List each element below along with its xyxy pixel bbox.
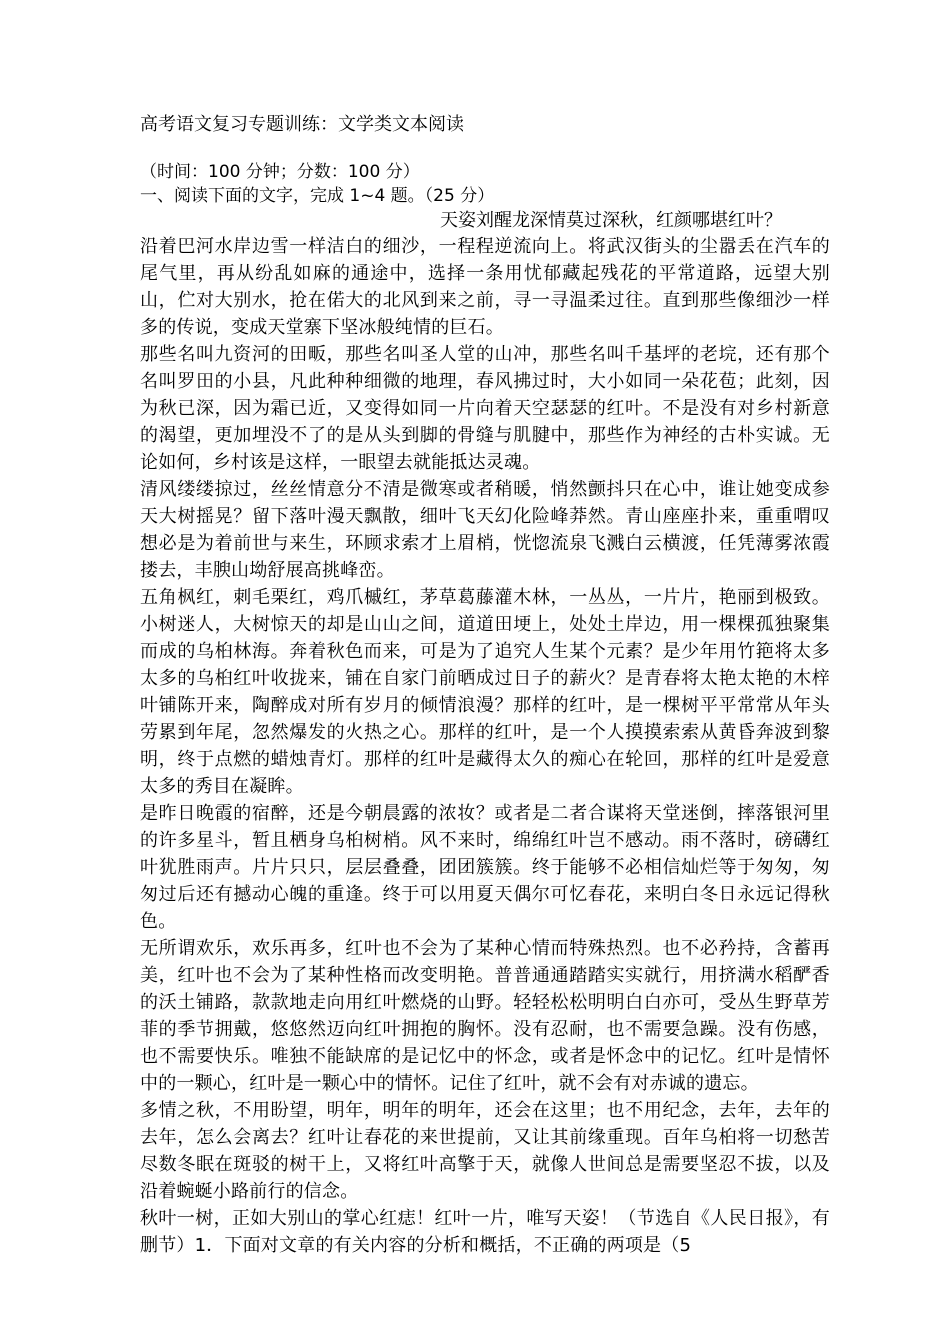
paragraph: 那些名叫九资河的田畈，那些名叫圣人堂的山冲，那些名叫千基坪的老垸，还有那个名叫罗田的小县，凡此种种细微的地理，春风拂过时，大小如同一朵花苞；此刻，因为秋已深，因为霜已近，又变得如同一片向着天空瑟瑟的红叶。不是没有对乡村新意的渴望，更加埋没不了的是从头到脚的骨缝与肌腱中，那些作为神经的古朴实诚。无论如何，乡村该是这样，一眼望去就能抵达灵魂。 <box>140 344 830 473</box>
paragraph: 五角枫红，刺毛栗红，鸡爪槭红，茅草葛藤灌木林，一丛丛，一片片，艳丽到极致。小树迷人，大树惊天的却是山山之间，道道田埂上，处处土岸边，用一棵棵孤独聚集而成的乌桕林海。奔着秋色而来，可是为了追究人生某个元素？是少年用竹筢将太多太多的乌桕红叶收拢来，铺在自家门前晒成过日子的薪火？是青春将太艳太艳的木梓叶铺陈开来，陶醉成对所有岁月的倾情浪漫？那样的红叶，是一棵树平平常常从年头劳累到年尾，忽然爆发的火热之心。那样的红叶，是一个人摸摸索索从黄昏奔波到黎明，终于点燃的蜡烛青灯。那样的红叶是藏得太久的痴心在轮回，那样的红叶是爱意太多的秀目在凝眸。 <box>140 587 830 797</box>
exam-meta: （时间：100 分钟；分数：100 分） <box>140 162 420 182</box>
section-heading: 一、阅读下面的文字，完成 1~4 题。（25 分） <box>140 186 495 206</box>
paragraph: 沿着巴河水岸边雪一样洁白的细沙，一程程逆流向上。将武汉街头的尘嚣丢在汽车的尾气里，再从纷乱如麻的通途中，选择一条用忧郁藏起残花的平常道路，远望大别山，伫对大别水，抢在偌大的北风到来之前，寻一寻温柔过往。直到那些像细沙一样多的传说，变成天堂寨下坚冰般纯情的巨石。 <box>140 236 830 338</box>
paragraph-with-question: 秋叶一树，正如大别山的掌心红痣！红叶一片，唯写天姿！（节选自《人民日报》，有删节）1．下面对文章的有关内容的分析和概括，不正确的两项是（5 <box>140 1208 830 1256</box>
article-title: 天姿刘醒龙深情莫过深秋，红颜哪堪红叶？ <box>440 210 782 231</box>
document-title: 高考语文复习专题训练：文学类文本阅读 <box>140 114 464 135</box>
paragraph: 是昨日晚霞的宿醉，还是今朝晨露的浓妆？或者是二者合谋将天堂迷倒，摔落银河里的许多星斗，暂且栖身乌桕树梢。风不来时，绵绵红叶岂不感动。雨不落时，磅礴红叶犹胜雨声。片片只只，层层叠叠，团团簇簇。终于能够不必相信灿烂等于匆匆，匆匆过后还有撼动心魄的重逢。终于可以用夏天偶尔可忆春花，来明白冬日永远记得秋色。 <box>140 803 830 932</box>
paragraph: 多情之秋，不用盼望，明年，明年的明年，还会在这里；也不用纪念，去年，去年的去年，怎么会离去？红叶让春花的来世提前，又让其前缘重现。百年乌桕将一切愁苦尽数冬眠在斑驳的树干上，又将红叶高擎于天，就像人世间总是需要坚忍不拔，以及沿着蜿蜒小路前行的信念。 <box>140 1100 830 1202</box>
paragraph: 清风缕缕掠过，丝丝情意分不清是微寒或者稍暖，悄然颤抖只在心中，谁让她变成参天大树摇晃？留下落叶漫天飘散，细叶飞天幻化险峰莽然。青山座座扑来，重重喟叹想必是为着前世与来生，环顾求索才上眉梢，恍惚流泉飞溅白云横渡，任凭薄雾浓霞搂去，丰腴山坳舒展高挑峰峦。 <box>140 479 830 581</box>
document-page <box>140 112 830 1259</box>
paragraph: 无所谓欢乐，欢乐再多，红叶也不会为了某种心情而特殊热烈。也不必矜持，含蓄再美，红叶也不会为了某种性格而改变明艳。普普通通踏踏实实就行，用挤满水稻酽香的沃土铺路，款款地走向用红叶燃烧的山野。轻轻松松明明白白亦可，受丛生野草芳菲的季节拥戴，悠悠然迈向红叶拥抱的胸怀。没有忍耐，也不需要急躁。没有伤感，也不需要快乐。唯独不能缺席的是记忆中的怀念，或者是怀念中的记忆。红叶是情怀中的一颗心，红叶是一颗心中的情怀。记住了红叶，就不会有对赤诚的遗忘。 <box>140 938 830 1094</box>
